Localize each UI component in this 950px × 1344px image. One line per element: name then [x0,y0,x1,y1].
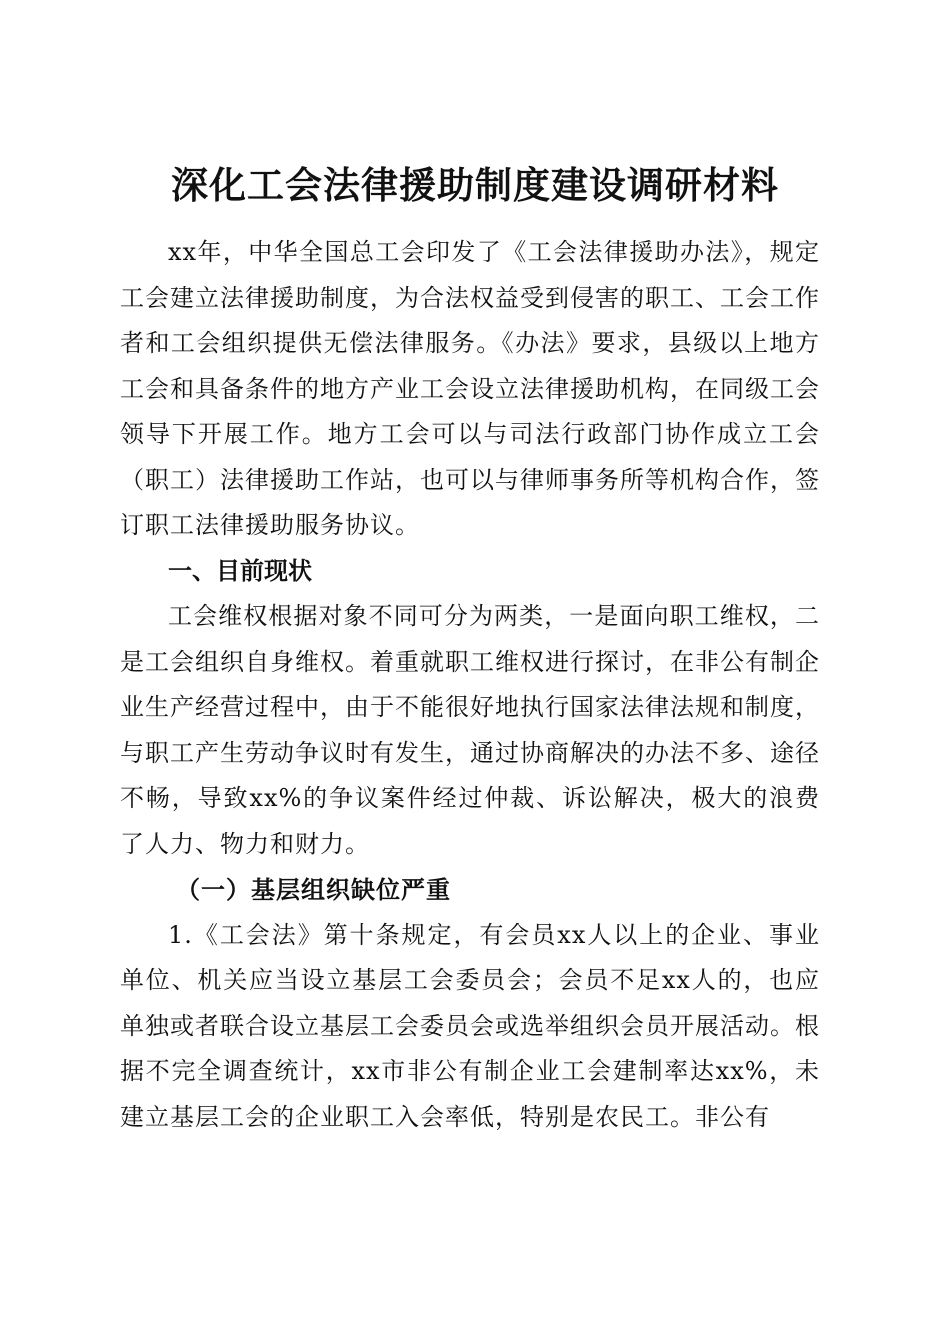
document-body [120,230,820,1140]
subsection-heading: （一）基层组织缺位严重 [176,875,451,904]
section-heading: 一、目前现状 [168,556,312,585]
section-paragraph: 工会维权根据对象不同可分为两类，一是面向职工维权，二是工会组织自身维权。着重就职工维权进行探讨，在非公有制企业生产经营过程中，由于不能很好地执行国家法律法规和制度，与职工产生劳动争议时有发生，通过协商解决的办法不多、途径不畅，导致xx%的争议案件经过仲裁、诉讼解决，极大的浪费了人力、物力和财力。 [120,602,820,858]
subsection-paragraph: 1.《工会法》第十条规定，有会员xx人以上的企业、事业单位、机关应当设立基层工会委员会；会员不足xx人的，也应单独或者联合设立基层工会委员会或选举组织会员开展活动。根据不完全调查统计，xx市非公有制企业工会建制率达xx%，未建立基层工会的企业职工入会率低，特别是农民工。非公有 [120,920,820,1131]
document-title: 深化工会法律援助制度建设调研材料 [171,162,779,207]
intro-paragraph: xx年，中华全国总工会印发了《工会法律援助办法》，规定工会建立法律援助制度，为合法权益受到侵害的职工、工会工作者和工会组织提供无偿法律服务。《办法》要求，县级以上地方工会和具备条件的地方产业工会设立法律援助机构，在同级工会领导下开展工作。地方工会可以与司法行政部门协作成立工会（职工）法律援助工作站，也可以与律师事务所等机构合作，签订职工法律援助服务协议。 [120,238,820,539]
